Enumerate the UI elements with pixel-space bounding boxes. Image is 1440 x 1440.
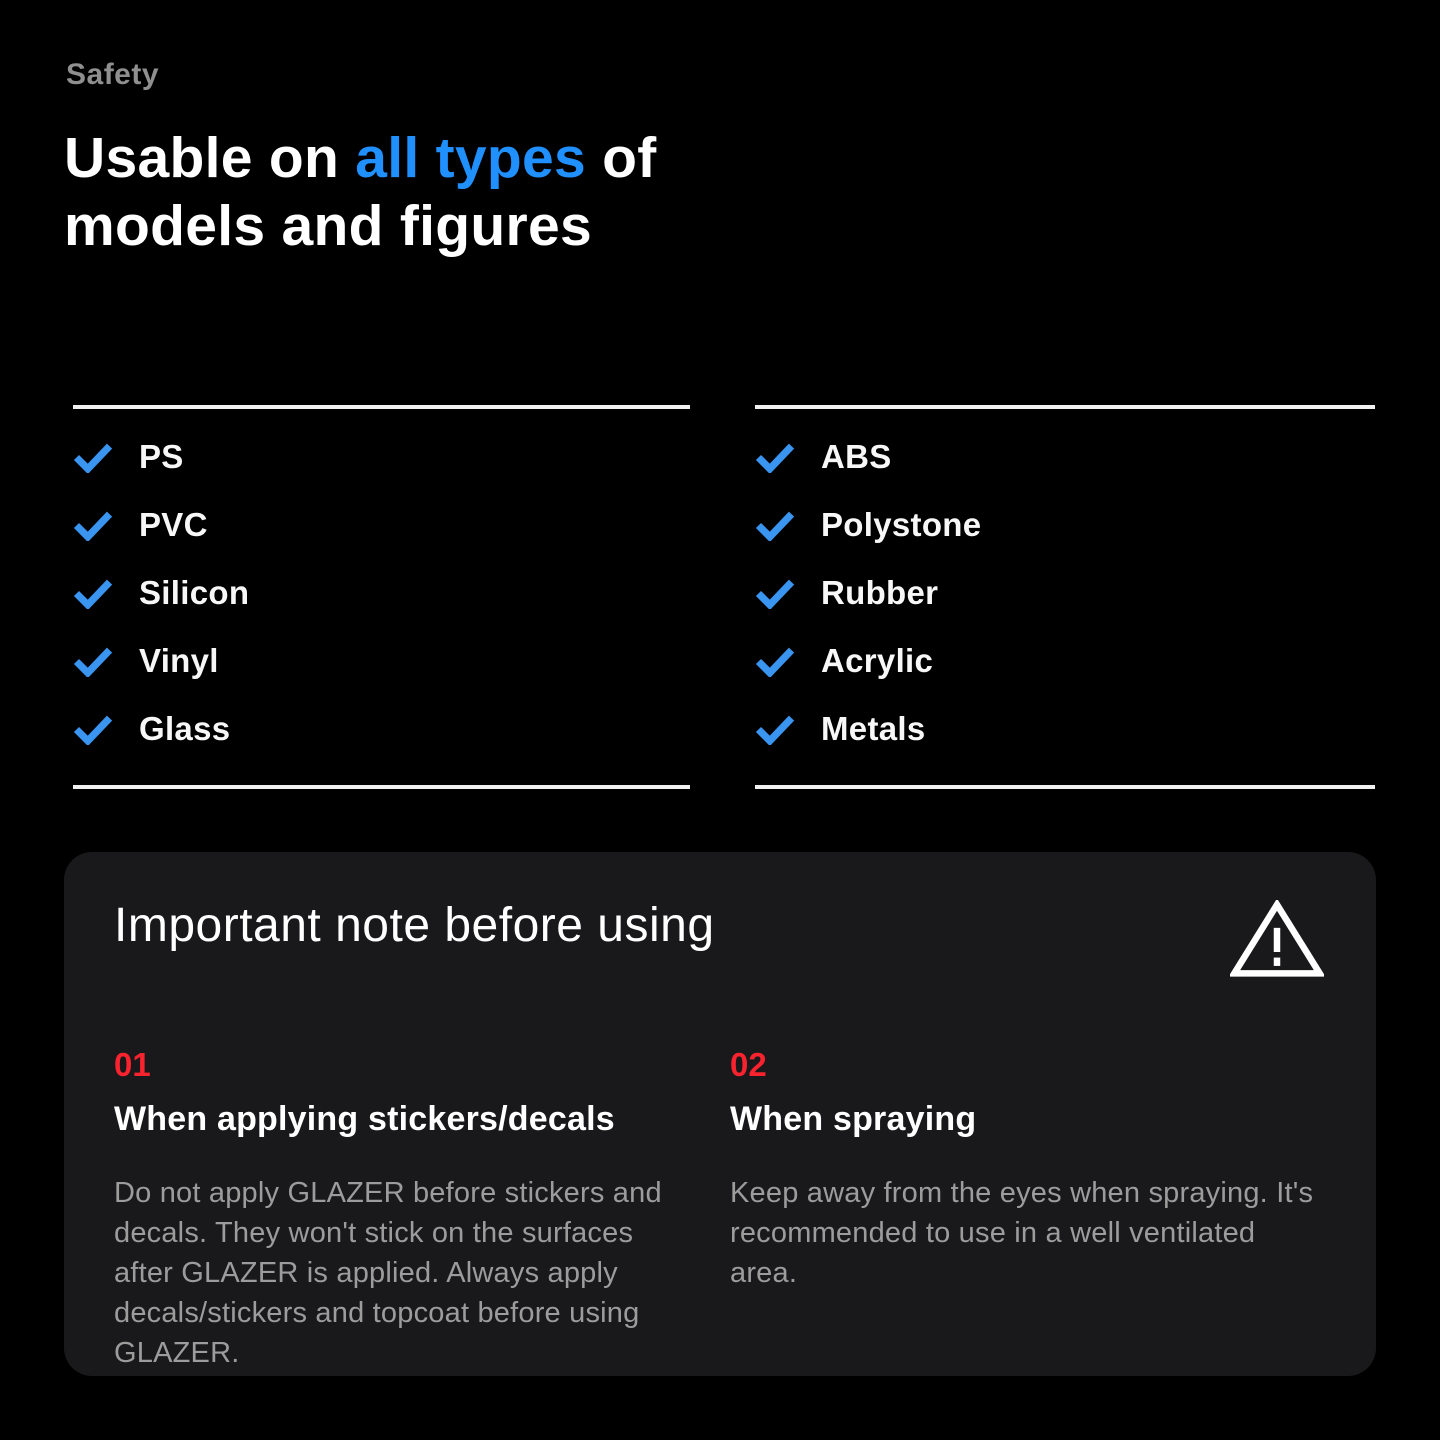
material-item — [755, 491, 1375, 559]
materials-list-left — [73, 405, 690, 789]
title-highlight: all types — [355, 126, 587, 190]
material-item — [73, 627, 690, 695]
check-icon — [755, 578, 795, 609]
note-heading: When applying stickers/decals — [114, 1100, 615, 1138]
note-number: 02 — [730, 1046, 767, 1083]
title-text: of — [586, 126, 657, 190]
material-item — [755, 627, 1375, 695]
note-card-title: Important note before using — [114, 899, 715, 952]
material-label: PVC — [139, 506, 208, 543]
material-label: ABS — [821, 438, 892, 475]
note-items — [114, 1046, 1326, 1373]
check-icon — [755, 442, 795, 473]
note-body: Keep away from the eyes when spraying. It's recommended to use in a well ventilated area. — [730, 1177, 1314, 1289]
note-item-1 — [114, 1046, 696, 1373]
material-label: Vinyl — [139, 642, 219, 679]
check-icon — [73, 442, 113, 473]
check-icon — [73, 646, 113, 677]
warning-triangle-icon — [1230, 900, 1324, 978]
material-label: Polystone — [821, 506, 982, 543]
check-icon — [755, 510, 795, 541]
materials-list-right — [755, 405, 1375, 789]
material-item — [755, 423, 1375, 491]
check-icon — [755, 714, 795, 745]
material-label: Metals — [821, 710, 926, 747]
note-card-header — [114, 898, 1326, 978]
page-title — [64, 124, 884, 260]
material-label: Glass — [139, 710, 231, 747]
note-number: 01 — [114, 1046, 151, 1083]
note-heading: When spraying — [730, 1100, 977, 1138]
check-icon — [73, 578, 113, 609]
material-item — [755, 695, 1375, 763]
material-label: Rubber — [821, 574, 939, 611]
check-icon — [755, 646, 795, 677]
material-label: Acrylic — [821, 642, 934, 679]
note-body: Do not apply GLAZER before stickers and decals. They won't stick on the surfaces after GLAZER is applied. Always apply decals/stickers and topcoat before using GLAZER. — [114, 1177, 662, 1369]
check-icon — [73, 714, 113, 745]
note-item-2 — [730, 1046, 1326, 1373]
material-item — [73, 695, 690, 763]
check-icon — [73, 510, 113, 541]
material-item — [73, 423, 690, 491]
material-item — [73, 559, 690, 627]
important-note-card — [64, 852, 1376, 1376]
material-item — [73, 491, 690, 559]
title-text: models and figures — [64, 194, 593, 258]
material-label: Silicon — [139, 574, 250, 611]
title-text: Usable on — [64, 126, 356, 190]
material-item — [755, 559, 1375, 627]
eyebrow-label: Safety — [66, 58, 160, 91]
material-label: PS — [139, 438, 184, 475]
